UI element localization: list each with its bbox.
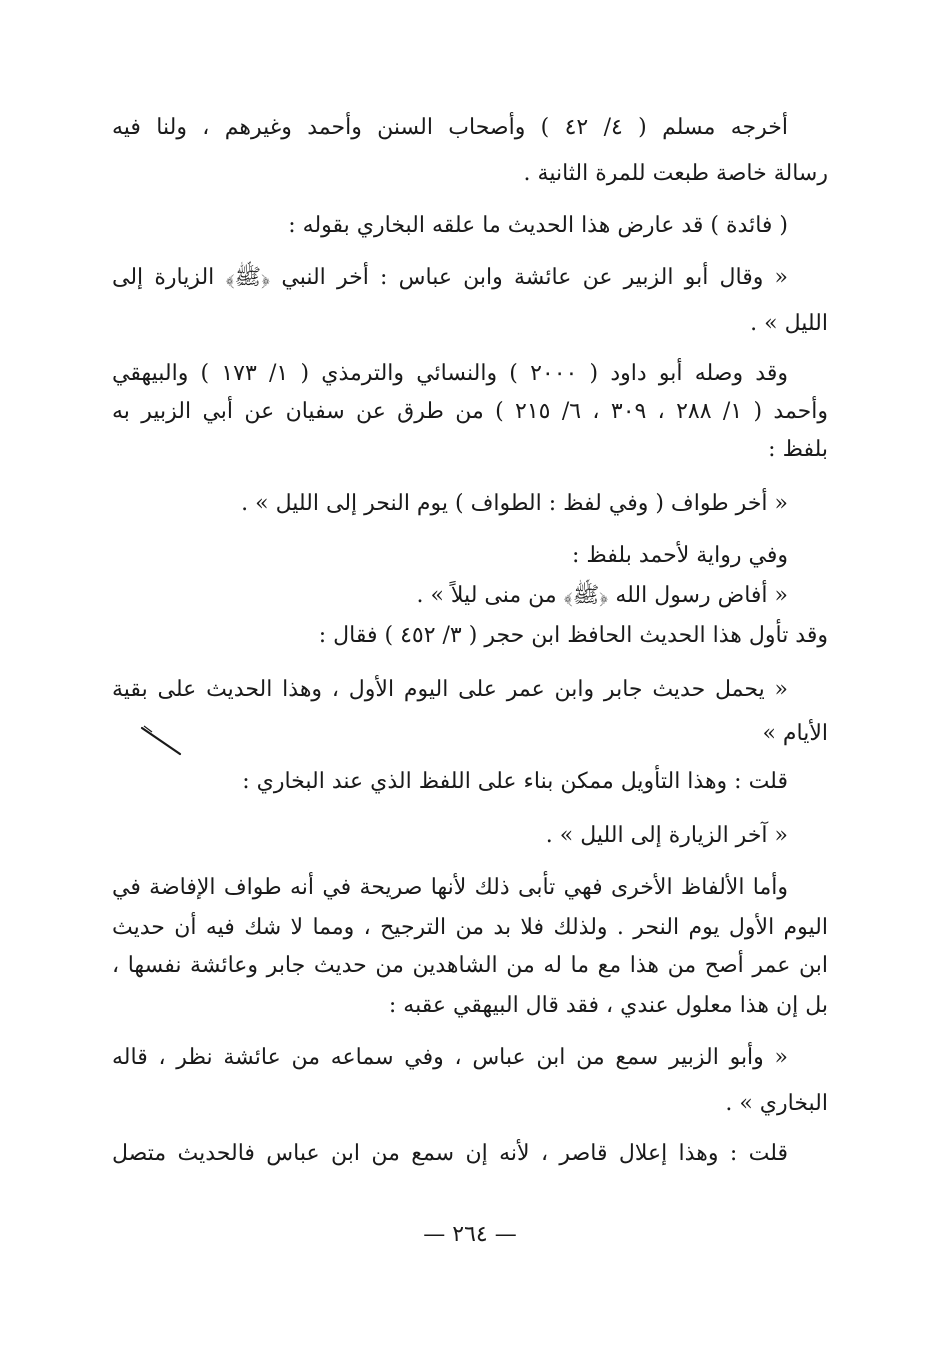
text-line: وقد وصله أبو داود ( ٢٠٠٠ ) والنسائي والترمذي ( ١/ ١٧٣ ) والبيهقي: [112, 361, 788, 386]
text-line: « وقال أبو الزبير عن عائشة وابن عباس : أخر النبي ﴿ﷺ﴾ الزيارة إلى: [112, 265, 788, 290]
text-line: قلت : وهذا إعلال قاصر ، لأنه إن سمع من ابن عباس فالحديث متصل: [112, 1141, 788, 1166]
text-line: « يحمل حديث جابر وابن عمر على اليوم الأول ، وهذا الحديث على بقية: [112, 677, 788, 702]
page-number: — ٢٦٤ —: [423, 1222, 517, 1247]
text-line: « وأبو الزبير سمع من ابن عباس ، وفي سماعه من عائشة نظر ، قاله: [112, 1045, 788, 1070]
text-line: الأيام »: [762, 721, 828, 746]
text-line: ( فائدة ) قد عارض هذا الحديث ما علقه البخاري بقوله :: [288, 213, 788, 238]
text-line: اليوم الأول يوم النحر . ولذلك فلا بد من الترجيح ، ومما لا شك فيه أن حديث: [112, 915, 828, 940]
text-line: وفي رواية لأحمد بلفظ :: [572, 543, 788, 568]
text-line: الليل » .: [750, 311, 828, 336]
text-line: وأحمد ( ١/ ٢٨٨ ، ٣٠٩ ، ٦/ ٢١٥ ) من طرق عن سفيان عن أبي الزبير به: [112, 399, 829, 424]
text-line: « أخر طواف ( وفي لفظ : الطواف ) يوم النحر إلى الليل » .: [241, 491, 788, 516]
text-line: وقد تأول هذا الحديث الحافظ ابن حجر ( ٣/ ٤٥٢ ) فقال :: [318, 623, 828, 648]
text-line: بلفظ :: [768, 437, 828, 462]
text-line: رسالة خاصة طبعت للمرة الثانية .: [523, 161, 828, 186]
text-line: البخاري » .: [725, 1091, 828, 1116]
text-line: « أفاض رسول الله ﴿ﷺ﴾ من منى ليلاً » .: [416, 583, 788, 608]
text-line: ابن عمر أصح من هذا مع ما له من الشاهدين من حديث جابر وعائشة نفسها ،: [112, 953, 828, 978]
text-line: وأما الألفاظ الأخرى فهي تأبى ذلك لأنها صريحة في أنه طواف الإفاضة في: [112, 875, 788, 900]
text-line: أخرجه مسلم ( ٤/ ٤٢ ) وأصحاب السنن وأحمد وغيرهم ، ولنا فيه: [112, 115, 788, 140]
text-line: « آخر الزيارة إلى الليل » .: [545, 823, 788, 848]
text-line: بل إن هذا معلول عندي ، فقد قال البيهقي عقبه :: [388, 993, 828, 1018]
text-line: قلت : وهذا التأويل ممكن بناء على اللفظ الذي عند البخاري :: [242, 769, 788, 794]
pen-mark-scribble: [140, 724, 184, 758]
